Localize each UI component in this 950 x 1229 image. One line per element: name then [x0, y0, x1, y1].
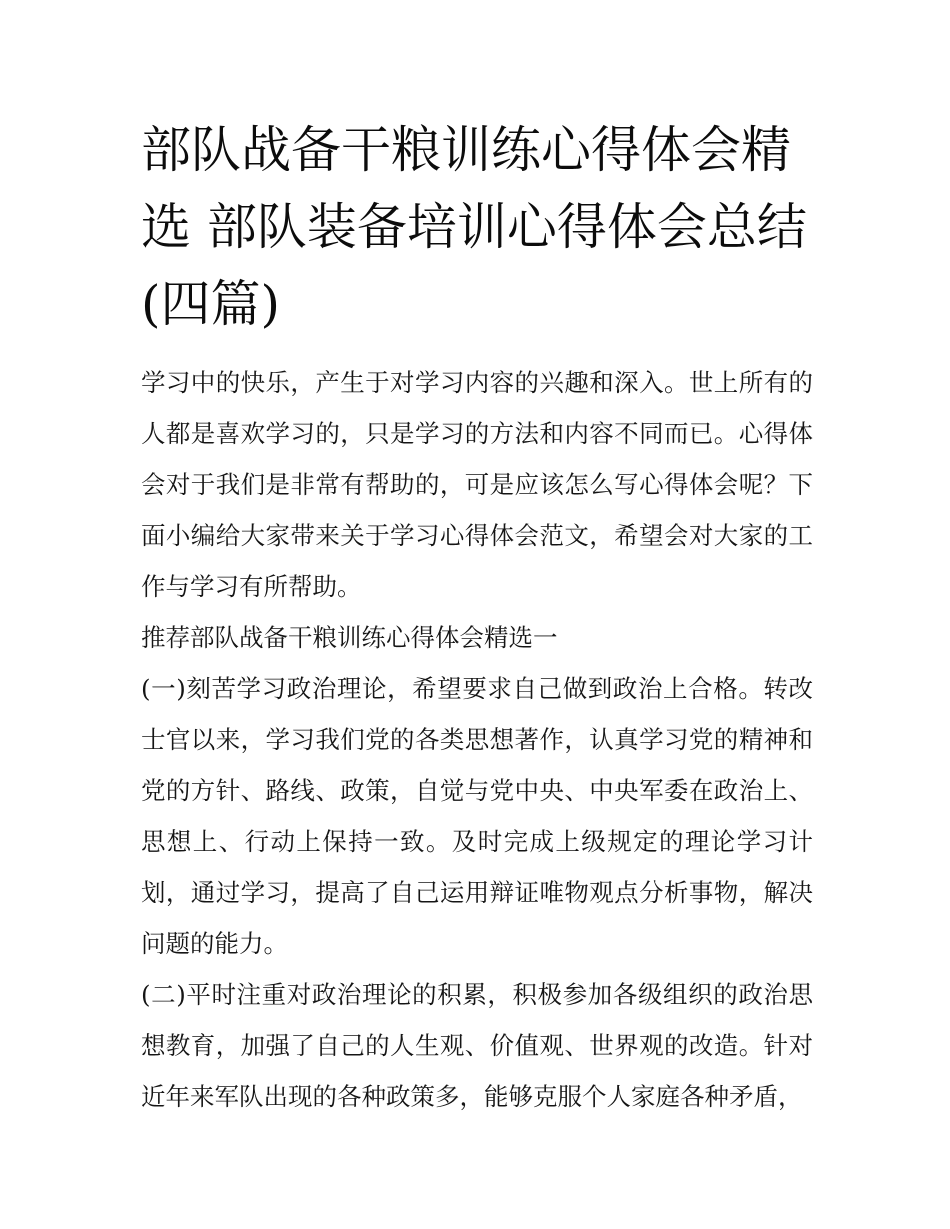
point-two-paragraph: (二)平时注重对政治理论的积累，积极参加各级组织的政治思想教育，加强了自己的人生观、价值观、世界观的改造。针对近年来军队出现的各种政策多，能够克服个人家庭各种矛盾，: [141, 980, 813, 1111]
document-page: [141, 112, 813, 1122]
intro-paragraph: 学习中的快乐，产生于对学习内容的兴趣和深入。世上所有的人都是喜欢学习的，只是学习的方法和内容不同而已。心得体会对于我们是非常有帮助的，可是应该怎么写心得体会呢？下面小编给大家带来关于学习心得体会范文，希望会对大家的工作与学习有所帮助。: [141, 368, 813, 601]
point-one-paragraph: (一)刻苦学习政治理论，希望要求自己做到政治上合格。转改士官以来，学习我们党的各类思想著作，认真学习党的精神和党的方针、路线、政策，自觉与党中央、中央军委在政治上、思想上、行动上保持一致。及时完成上级规定的理论学习计划，通过学习，提高了自己运用辩证唯物观点分析事物，解决问题的能力。: [141, 674, 813, 958]
section-heading: 推荐部队战备干粮训练心得体会精选一: [141, 623, 558, 652]
document-title: 部队战备干粮训练心得体会精选 部队装备培训心得体会总结(四篇): [141, 121, 807, 333]
